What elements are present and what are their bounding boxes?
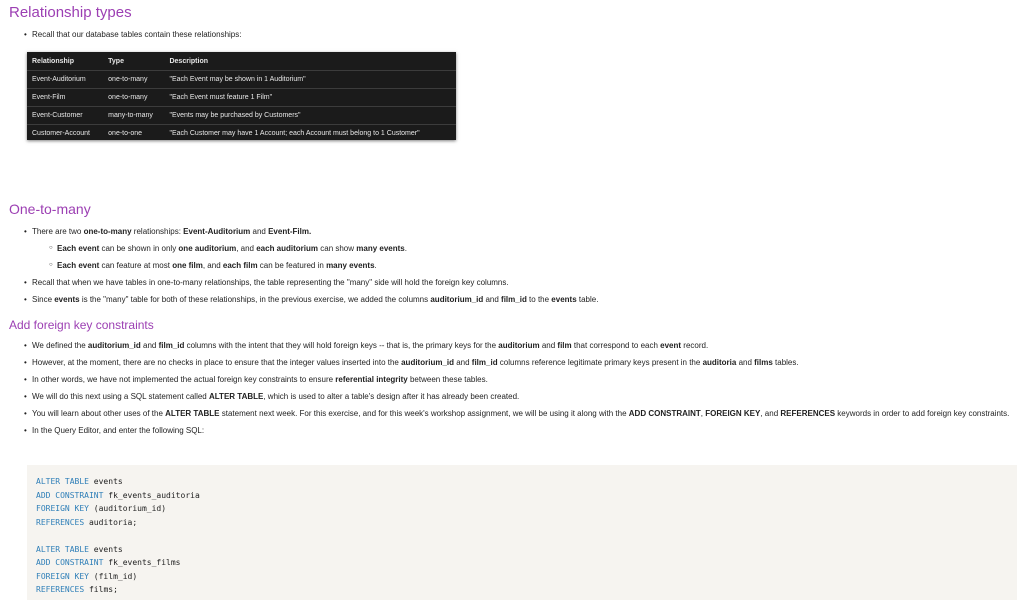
table-row [27, 125, 456, 143]
list-subitem: ○ Each event can be shown in only one auditorium, and each auditorium can show many events. [24, 240, 598, 257]
table-cell: Customer-Account [32, 130, 90, 137]
code-line: FOREIGN KEY (auditorium_id) [36, 504, 167, 513]
section-title-one-to-many: One-to-many [9, 201, 91, 217]
one-to-many-list [24, 223, 598, 308]
list-item: • We will do this next using a SQL statement called ALTER TABLE, which is used to alter a table's design after it has already been created. [24, 388, 1022, 405]
table-row [27, 107, 456, 125]
code-blank-line [36, 529, 1008, 543]
table-cell: "Each Event may be shown in 1 Auditorium" [164, 71, 456, 89]
table-cell: one-to-many [103, 71, 164, 89]
table-cell: "Each Event must feature 1 Film" [164, 89, 456, 107]
list-item: • In other words, we have not implemented the actual foreign key constraints to ensure referential integrity between these tables. [24, 371, 1022, 388]
column-header-relationship: Relationship [27, 52, 103, 71]
column-header-description: Description [164, 52, 456, 71]
list-item: • You will learn about other uses of the ALTER TABLE statement next week. For this exercise, and for this week's workshop assignment, we will be using it along with the ADD CONSTRAINT, FOREIGN KEY, and REFERENCES keywords in order to add foreign key constraints. [24, 405, 1022, 422]
table-cell: "Each Customer may have 1 Account; each Account must belong to 1 Customer" [169, 130, 420, 137]
relationship-intro-list [24, 26, 241, 43]
sql-code-block[interactable] [27, 465, 1017, 600]
code-line: REFERENCES films; [36, 585, 118, 594]
relationships-table [27, 52, 456, 140]
list-subitem: ○ Each event can feature at most one film, and each film can be featured in many events. [24, 257, 598, 274]
list-item: • Since events is the "many" table for both of these relationships, in the previous exercise, we added the columns auditorium_id and film_id to the events table. [24, 291, 598, 308]
code-line: FOREIGN KEY (film_id) [36, 571, 138, 581]
list-item: • In the Query Editor, and enter the following SQL: [24, 422, 1022, 439]
table-cell: Event-Auditorium [27, 71, 103, 89]
code-line: ALTER TABLE events [36, 544, 123, 554]
list-item: • However, at the moment, there are no checks in place to ensure that the integer values inserted into the auditorium_id and film_id columns reference legitimate primary keys present in the auditoria and films tables. [24, 354, 1022, 371]
table-cell: "Events may be purchased by Customers" [164, 107, 456, 125]
section-title-relationship-types: Relationship types [9, 4, 132, 21]
foreign-key-list [24, 337, 1022, 439]
table-cell: Event-Film [27, 89, 103, 107]
list-item: • Recall that our database tables contain these relationships: [24, 26, 241, 43]
table-cell: many-to-many [103, 107, 164, 125]
code-line: ADD CONSTRAINT fk_events_films [36, 558, 181, 567]
table-cell: Event-Customer [27, 107, 103, 125]
table-row [27, 71, 456, 89]
table-cell: one-to-many [103, 89, 164, 107]
code-line: REFERENCES auditoria; [36, 517, 138, 527]
section-title-add-foreign-key-constraints: Add foreign key constraints [9, 318, 154, 332]
column-header-type: Type [103, 52, 164, 71]
table-row [27, 89, 456, 107]
table-cell: one-to-one [108, 130, 143, 137]
code-line: ADD CONSTRAINT fk_events_auditoria [36, 490, 200, 500]
table-header-row [27, 52, 456, 71]
list-item: • There are two one-to-many relationships: Event-Auditorium and Event-Film. [24, 223, 598, 240]
code-line: ALTER TABLE events [36, 477, 123, 486]
list-item: • Recall that when we have tables in one-to-many relationships, the table representing the "many" side will hold the foreign key columns. [24, 274, 598, 291]
list-item: • We defined the auditorium_id and film_id columns with the intent that they will hold foreign keys -- that is, the primary keys for the auditorium and film that correspond to each event record. [24, 337, 1022, 354]
